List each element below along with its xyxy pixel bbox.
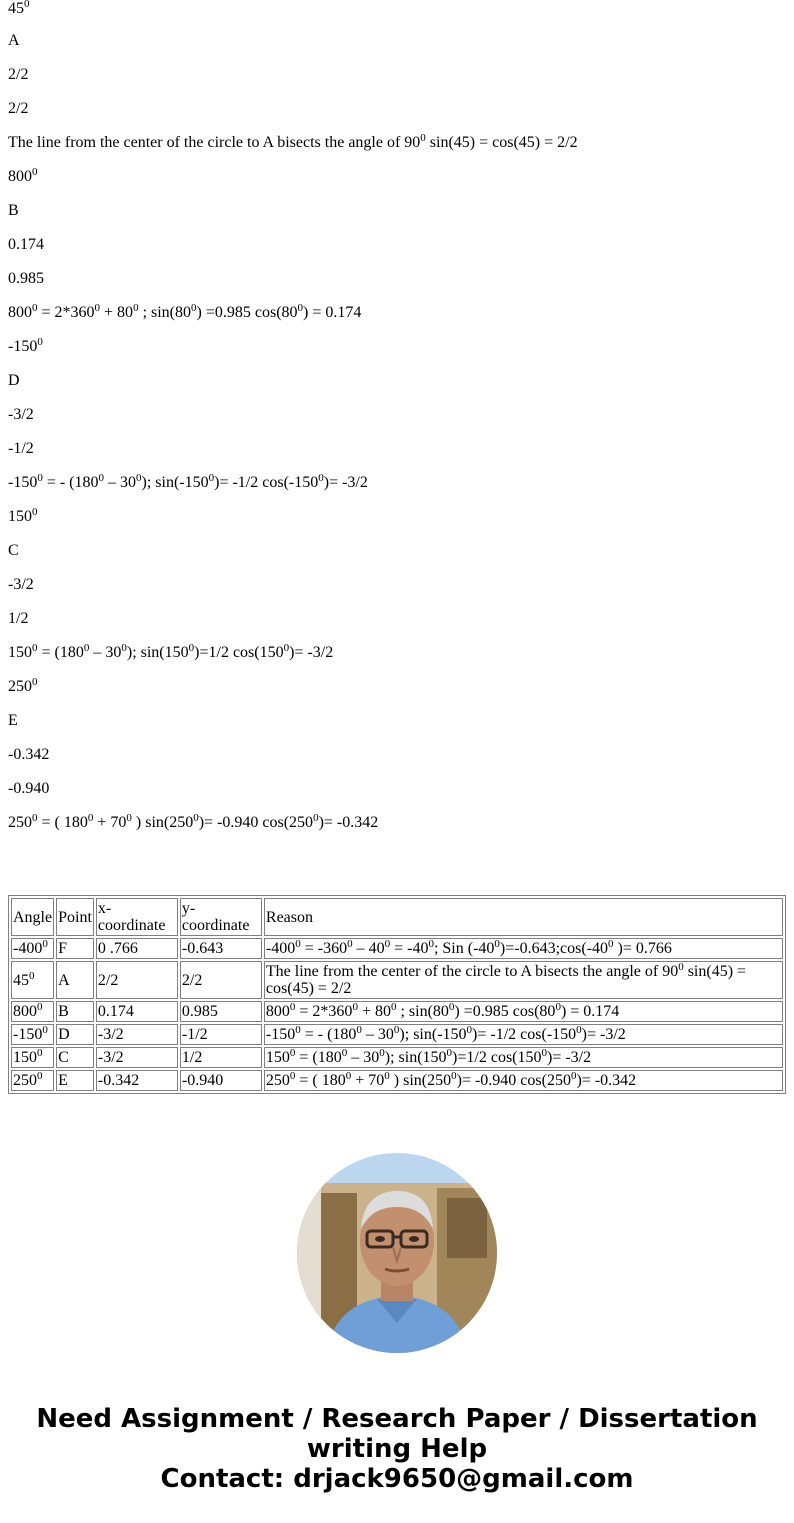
y-value-line: 0.985 xyxy=(8,270,44,287)
y-value-line: -1/2 xyxy=(8,440,34,457)
y-coordinate-cell: -0.940 xyxy=(180,1070,262,1091)
degree-superscript: 0 xyxy=(494,938,500,950)
degree-superscript: 0 xyxy=(289,1047,296,1059)
degree-superscript: 0 xyxy=(37,1047,43,1059)
y-coordinate-cell: 2/2 xyxy=(180,961,262,999)
degree-superscript: 0 xyxy=(32,812,38,824)
x-value-line: 2/2 xyxy=(8,66,29,83)
degree-superscript: 0 xyxy=(289,1070,296,1082)
degree-superscript: 0 xyxy=(379,1047,385,1059)
degree-superscript: 0 xyxy=(42,1024,48,1036)
y-value-line: 2/2 xyxy=(8,100,29,117)
angle-cell: $-150^0$ xyxy=(11,1024,54,1045)
degree-superscript: 0 xyxy=(541,1047,547,1059)
point-cell: D xyxy=(56,1024,94,1045)
portrait-icon xyxy=(297,1153,497,1353)
degree-superscript: 0 xyxy=(345,1070,352,1082)
degree-superscript: 0 xyxy=(446,1047,453,1059)
degree-superscript: 0 xyxy=(347,938,353,950)
solution-text xyxy=(8,0,786,848)
degree-superscript: 0 xyxy=(428,938,434,950)
degree-superscript: 0 xyxy=(555,1001,561,1013)
angle-line: $150^0$ xyxy=(8,506,38,525)
promo-footer xyxy=(0,1404,794,1494)
degree-superscript: 0 xyxy=(678,961,684,973)
y-value-line: 1/2 xyxy=(8,610,29,627)
degree-superscript: 0 xyxy=(191,302,197,314)
degree-superscript: 0 xyxy=(384,938,391,950)
degree-superscript: 0 xyxy=(32,676,38,688)
x-value-line: -0.342 xyxy=(8,746,50,763)
point-cell: F xyxy=(56,938,94,959)
degree-superscript: 0 xyxy=(193,812,199,824)
y-value-line: -0.940 xyxy=(8,780,50,797)
table-header-row xyxy=(11,898,783,936)
degree-superscript: 0 xyxy=(87,812,94,824)
x-coordinate-cell: 0.174 xyxy=(96,1001,178,1022)
degree-superscript: 0 xyxy=(83,642,90,654)
degree-superscript: 0 xyxy=(37,472,43,484)
angle-line: $250^0$ xyxy=(8,676,38,695)
table-row xyxy=(11,1001,783,1022)
footer-line-1: Need Assignment / Research Paper / Dissertation xyxy=(36,1404,758,1434)
angle-line: $-150^0$ xyxy=(8,336,43,355)
point-cell: C xyxy=(56,1047,94,1068)
reason-cell: $-150^0$ = - $(180^0 - 30^0)$; $\sin(-150^0)= -1/2$ $\cos(-150^0)= -3/2$ xyxy=(264,1024,783,1045)
footer-line-3: Contact: drjack9650@gmail.com xyxy=(160,1464,634,1494)
x-value-line: 0.174 xyxy=(8,236,44,253)
degree-superscript: 0 xyxy=(356,1024,362,1036)
degree-superscript: 0 xyxy=(283,642,290,654)
degree-superscript: 0 xyxy=(126,812,132,824)
x-coordinate-cell: 2/2 xyxy=(96,961,178,999)
degree-superscript: 0 xyxy=(136,472,142,484)
point-cell: E xyxy=(56,1070,94,1091)
degree-superscript: 0 xyxy=(295,938,301,950)
column-header: y-coordinate xyxy=(180,898,262,936)
degree-superscript: 0 xyxy=(608,938,614,950)
degree-superscript: 0 xyxy=(570,1070,577,1082)
column-header: Point xyxy=(56,898,94,936)
degree-superscript: 0 xyxy=(313,812,319,824)
x-coordinate-cell: -0.342 xyxy=(96,1070,178,1091)
degree-superscript: 0 xyxy=(98,472,105,484)
degree-superscript: 0 xyxy=(37,1070,43,1082)
degree-superscript: 0 xyxy=(94,302,101,314)
angle-cell: $45^0$ xyxy=(11,961,54,999)
footer-line-2: writing Help xyxy=(306,1434,488,1464)
degree-superscript: 0 xyxy=(384,1070,390,1082)
degree-superscript: 0 xyxy=(420,132,426,144)
degree-superscript: 0 xyxy=(318,472,324,484)
reason-line: $250^0$ = ( $180^0 + 70^0$ ) $\sin(250^0)= -0.940$ $\cos(250^0)= -0.342$ xyxy=(8,812,379,831)
degree-superscript: 0 xyxy=(37,1001,43,1013)
degree-superscript: 0 xyxy=(121,642,127,654)
table-row xyxy=(11,1070,783,1091)
reason-cell: $-400^0 = -360^0 - 40^0 = -40^0$; Sin $(-40^0)=-0.643;\cos(-40^0$ )= 0.766 xyxy=(264,938,783,959)
angle-line: $45^0$ xyxy=(8,0,30,17)
angle-cell: $800^0$ xyxy=(11,1001,54,1022)
x-value-line: -3/2 xyxy=(8,406,34,423)
degree-superscript: 0 xyxy=(352,1001,358,1013)
reason-line: The line from the center of the circle to A bisects the angle of $90^0$ sin(45) = cos(45) = 2/2 xyxy=(8,132,578,151)
y-coordinate-cell: 0.985 xyxy=(180,1001,262,1022)
x-coordinate-cell: -3/2 xyxy=(96,1047,178,1068)
point-line: C xyxy=(8,542,19,559)
point-cell: A xyxy=(56,961,94,999)
column-header: x-coordinate xyxy=(96,898,178,936)
table-row xyxy=(11,1047,783,1068)
column-header: Reason xyxy=(264,898,783,936)
answer-table xyxy=(8,895,786,1094)
point-line: B xyxy=(8,202,19,219)
reason-line: $150^0 = (180^0 - 30^0)$; $\sin(150^0)=1/2$ $\cos(150^0)= -3/2$ xyxy=(8,642,334,661)
degree-superscript: 0 xyxy=(289,1001,296,1013)
table-row xyxy=(11,1024,783,1045)
point-line: D xyxy=(8,372,20,389)
degree-superscript: 0 xyxy=(133,302,139,314)
degree-superscript: 0 xyxy=(341,1047,348,1059)
degree-superscript: 0 xyxy=(295,1024,301,1036)
degree-superscript: 0 xyxy=(32,506,38,518)
angle-cell: $-400^0$ xyxy=(11,938,54,959)
point-line: A xyxy=(8,32,20,49)
degree-superscript: 0 xyxy=(576,1024,582,1036)
degree-superscript: 0 xyxy=(393,1024,400,1036)
reason-cell: $250^0$ = ( $180^0 + 70^0$ ) $\sin(250^0)= -0.940$ $\cos(250^0)= -0.342$ xyxy=(264,1070,783,1091)
x-value-line: -3/2 xyxy=(8,576,34,593)
table-row xyxy=(11,961,783,999)
degree-superscript: 0 xyxy=(297,302,304,314)
point-line: E xyxy=(8,712,18,729)
reason-line: $-150^0$ = - $(180^0 - 30^0)$; $\sin(-150^0)= -1/2$ $\cos(-150^0)= -3/2$ xyxy=(8,472,368,491)
reason-cell: The line from the center of the circle to A bisects the angle of $90^0$ sin(45) = cos(45) = 2/2 xyxy=(264,961,783,999)
table-row xyxy=(11,938,783,959)
degree-superscript: 0 xyxy=(466,1024,473,1036)
angle-cell: $150^0$ xyxy=(11,1047,54,1068)
degree-superscript: 0 xyxy=(42,938,48,950)
degree-superscript: 0 xyxy=(29,969,35,982)
reason-line: $800^0 = 2*360^0 + 80^0$ ; $\sin(80^0) =0.985$ $\cos(80^0) = 0.174$ xyxy=(8,302,362,321)
reason-cell: $800^0 = 2*360^0 + 80^0$ ; $\sin(80^0) =0.985$ $\cos(80^0) = 0.174$ xyxy=(264,1001,783,1022)
y-coordinate-cell: -1/2 xyxy=(180,1024,262,1045)
y-coordinate-cell: 1/2 xyxy=(180,1047,262,1068)
point-cell: B xyxy=(56,1001,94,1022)
degree-superscript: 0 xyxy=(37,336,43,348)
y-coordinate-cell: -0.643 xyxy=(180,938,262,959)
x-coordinate-cell: 0 .766 xyxy=(96,938,178,959)
angle-line: $800^0$ xyxy=(8,166,38,185)
column-header: Angle xyxy=(11,898,54,936)
x-coordinate-cell: -3/2 xyxy=(96,1024,178,1045)
reason-cell: $150^0 = (180^0 - 30^0)$; $\sin(150^0)=1/2$ $\cos(150^0)= -3/2$ xyxy=(264,1047,783,1068)
degree-superscript: 0 xyxy=(32,166,38,178)
degree-superscript: 0 xyxy=(188,642,195,654)
degree-superscript: 0 xyxy=(32,302,38,314)
degree-superscript: 0 xyxy=(451,1070,457,1082)
author-photo xyxy=(297,1153,497,1353)
degree-superscript: 0 xyxy=(24,0,30,10)
degree-superscript: 0 xyxy=(390,1001,397,1013)
degree-superscript: 0 xyxy=(32,642,38,654)
degree-superscript: 0 xyxy=(208,472,215,484)
angle-cell: $250^0$ xyxy=(11,1070,54,1091)
degree-superscript: 0 xyxy=(448,1001,455,1013)
